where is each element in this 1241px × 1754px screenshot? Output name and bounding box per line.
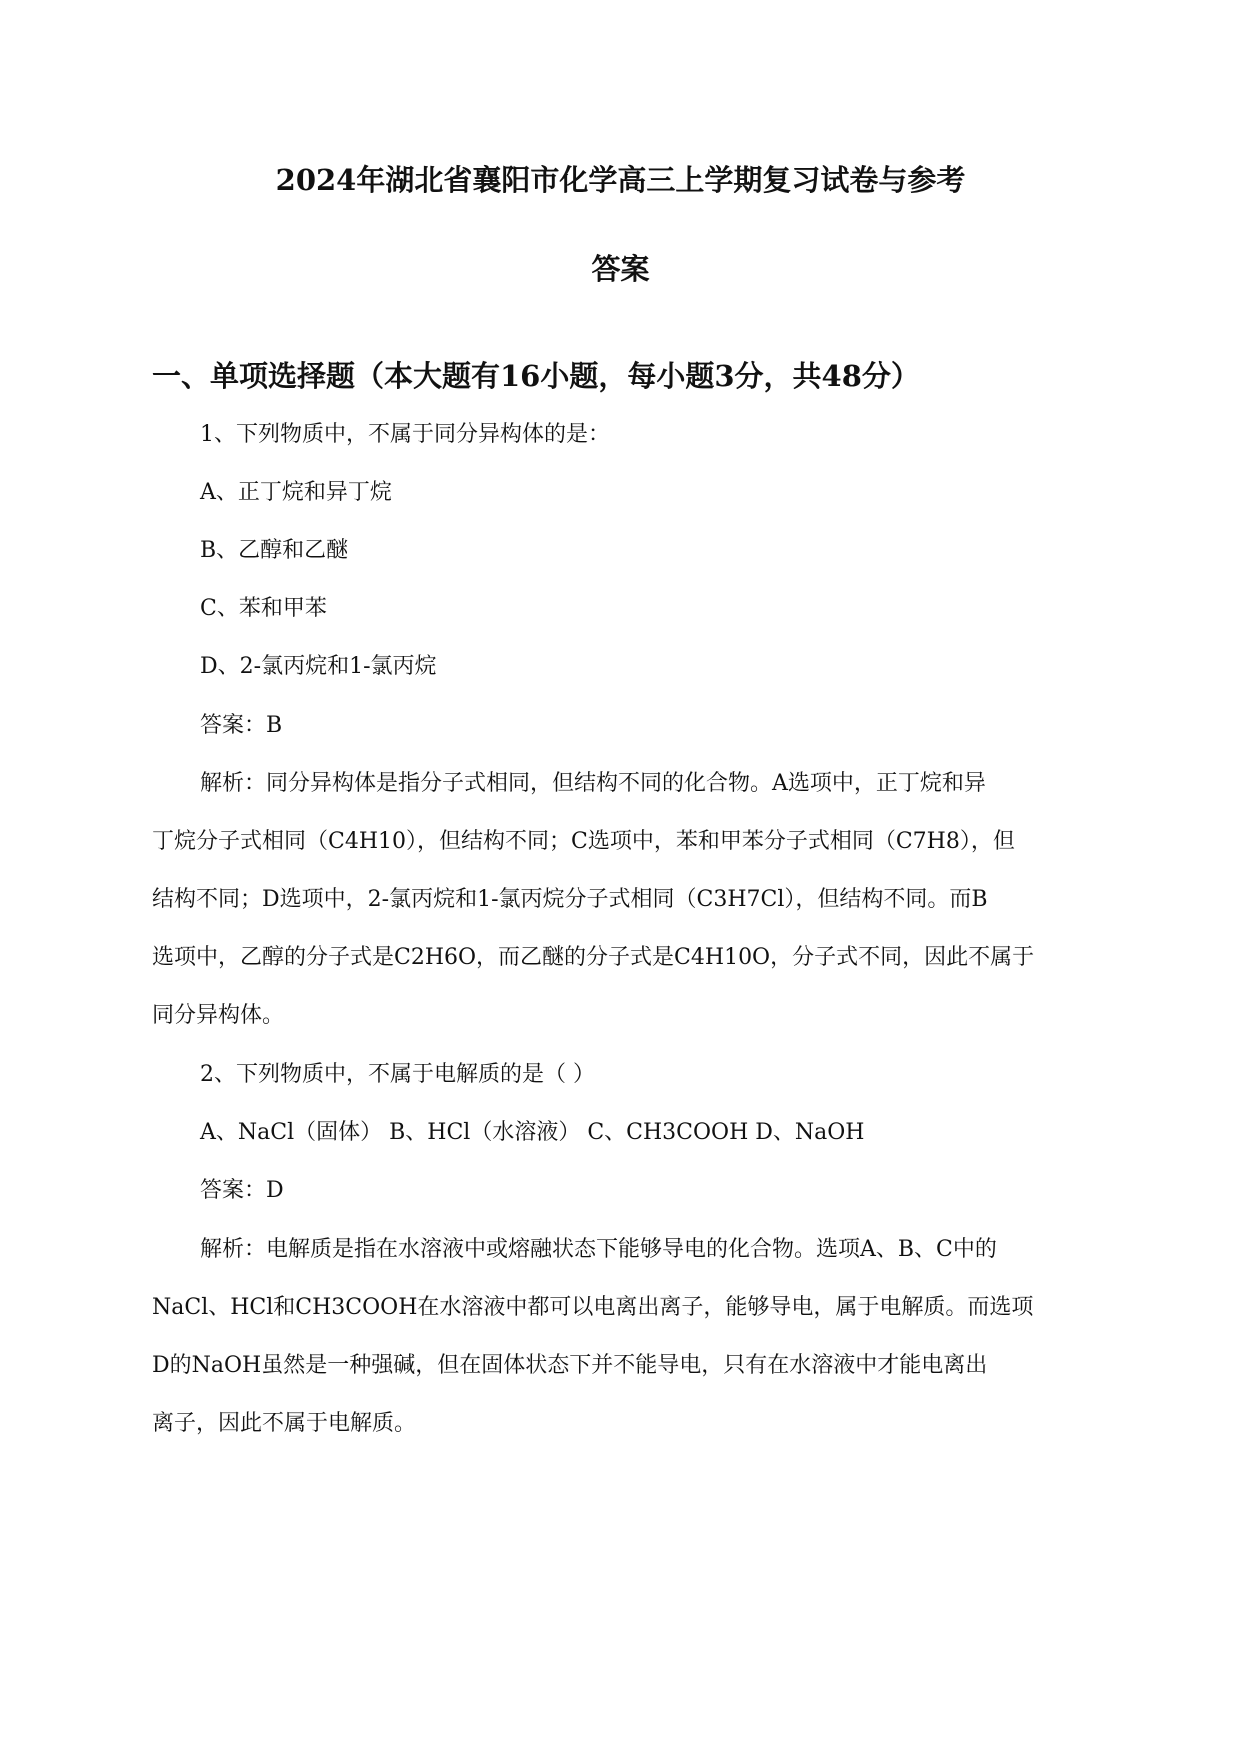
question-2-analysis-line-3: D的NaOH虽然是一种强碱，但在固体状态下并不能导电，只有在水溶液中才能电离出 bbox=[152, 1353, 988, 1378]
question-2-analysis-line-4: 离子，因此不属于电解质。 bbox=[152, 1411, 417, 1436]
question-1-option-d: D、2-氯丙烷和1-氯丙烷 bbox=[200, 654, 437, 679]
question-1-analysis-line-5: 同分异构体。 bbox=[152, 1003, 285, 1028]
question-2-analysis-line-2: NaCl、HCl和CH3COOH在水溶液中都可以电离出离子，能够导电，属于电解质。而选项 bbox=[152, 1295, 1034, 1320]
question-1-analysis-line-2: 丁烷分子式相同（C4H10），但结构不同；C选项中，苯和甲苯分子式相同（C7H8），但 bbox=[152, 829, 1015, 854]
question-1-option-c: C、苯和甲苯 bbox=[200, 596, 327, 621]
document-title-line-2: 答案 bbox=[591, 252, 650, 286]
question-2-stem: 2、下列物质中，不属于电解质的是（ ） bbox=[200, 1062, 595, 1087]
question-2-analysis-line-1: 解析：电解质是指在水溶液中或熔融状态下能够导电的化合物。选项A、B、C中的 bbox=[200, 1237, 997, 1262]
section-heading: 一、单项选择题（本大题有16小题，每小题3分，共48分） bbox=[152, 359, 920, 393]
question-1-answer: 答案：B bbox=[200, 713, 283, 738]
question-1-stem: 1、下列物质中，不属于同分异构体的是： bbox=[200, 422, 610, 447]
question-1-option-a: A、正丁烷和异丁烷 bbox=[200, 480, 392, 505]
question-1-analysis-line-3: 结构不同；D选项中，2-氯丙烷和1-氯丙烷分子式相同（C3H7Cl），但结构不同。而B bbox=[152, 887, 988, 912]
question-2-answer: 答案：D bbox=[200, 1178, 284, 1203]
question-1-analysis-line-4: 选项中，乙醇的分子式是C2H6O，而乙醚的分子式是C4H10O，分子式不同，因此不属于 bbox=[152, 945, 1035, 970]
question-2-options: A、NaCl（固体） B、HCl（水溶液） C、CH3COOH D、NaOH bbox=[200, 1120, 865, 1145]
question-1-analysis-line-1: 解析：同分异构体是指分子式相同，但结构不同的化合物。A选项中，正丁烷和异 bbox=[200, 771, 986, 796]
question-1-option-b: B、乙醇和乙醚 bbox=[200, 538, 349, 563]
document-title-line-1: 2024年湖北省襄阳市化学高三上学期复习试卷与参考 bbox=[275, 163, 966, 197]
